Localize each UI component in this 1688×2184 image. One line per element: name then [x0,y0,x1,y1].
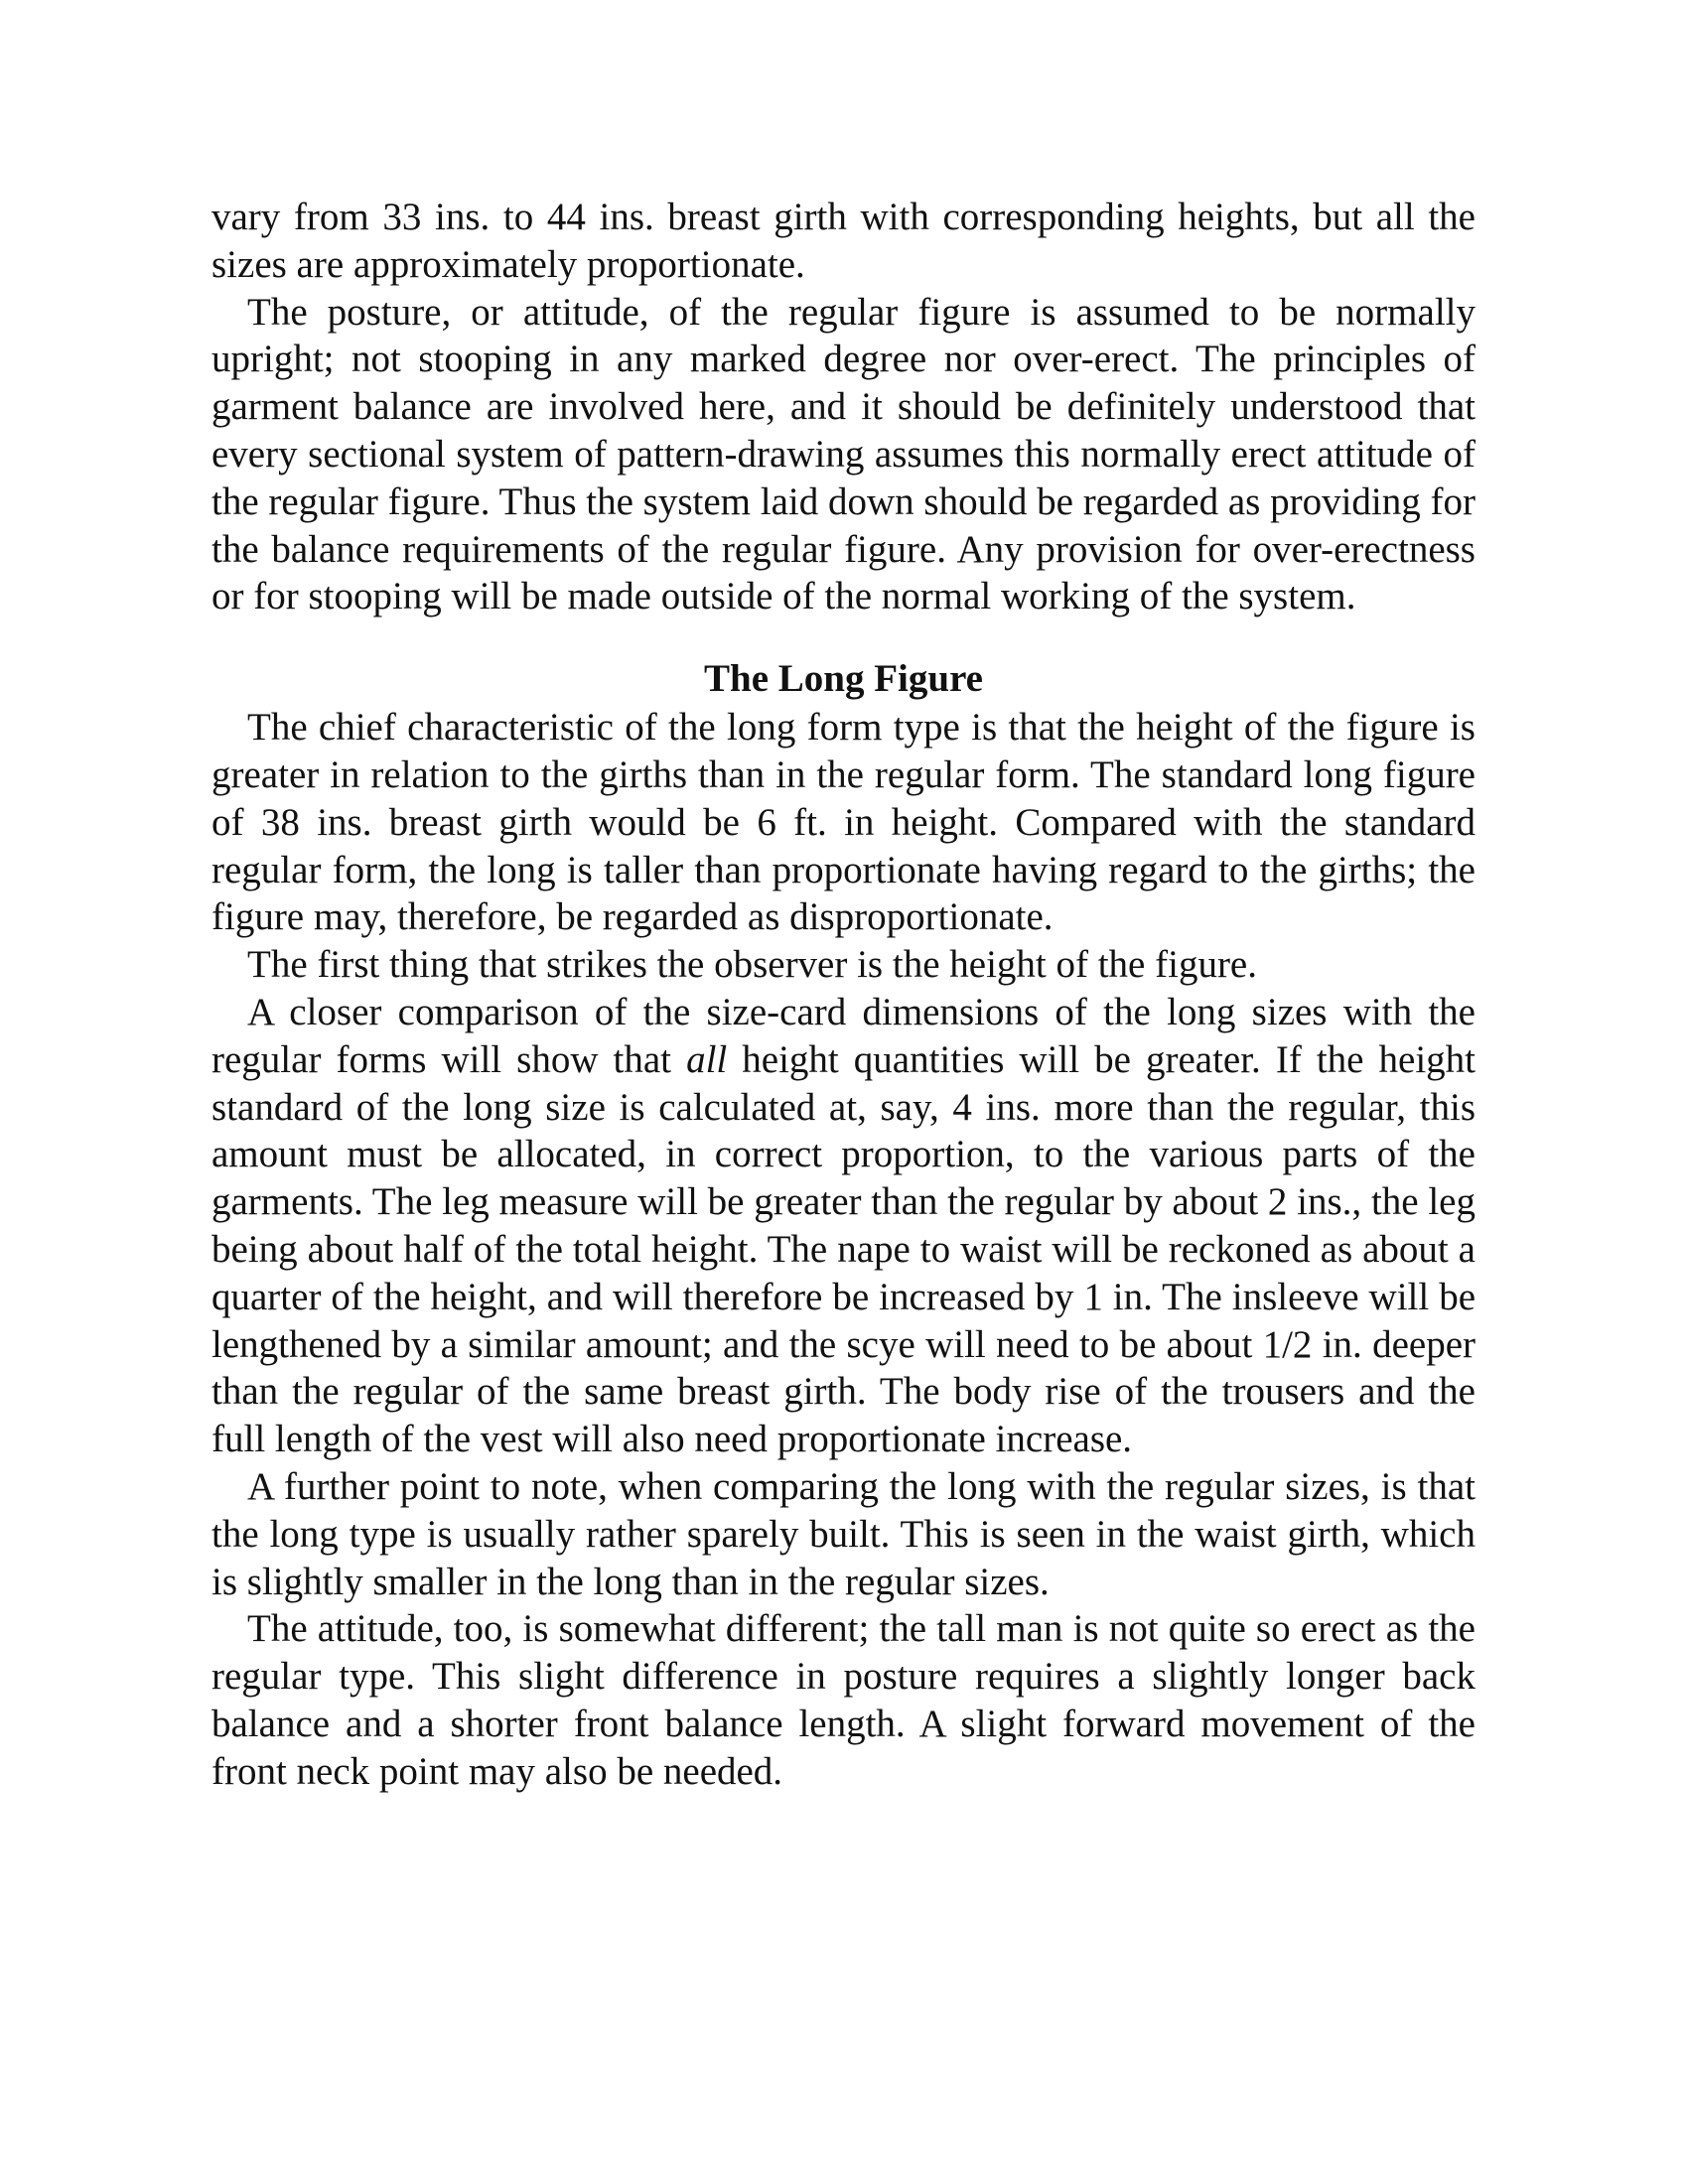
paragraph-long-characteristic: The chief characteristic of the long form type is that the height of the figure is greater in relation to the girths than in the regular form. The standard long figure of 38 ins. breast girth would be 6 ft. in height. Compared with the standard regular form, the long is taller than proportionate having regard to the girths; the figure may, therefore, be regarded as disproportionate. [211,706,1476,939]
paragraph-posture: The posture, or attitude, of the regular figure is assumed to be normally upright; not stooping in any marked degree nor over-erect. The principles of garment balance are involved here, and it should be definitely understood that every sectional system of pattern-drawing assumes this normally erect attitude of the regular figure. Thus the system laid down should be regarded as providing for the balance requirements of the regular figure. Any provision for over-erectness or for stooping will be made outside of the normal working of the system. [211,290,1476,618]
section-heading: The Long Figure [704,657,983,701]
paragraph-continued: vary from 33 ins. to 44 ins. breast girth with corresponding heights, but all the sizes are approximately proportionate. [211,196,1476,286]
paragraph-height-observation: The first thing that strikes the observer is the height of the figure. [247,943,1257,987]
page-body [211,194,1476,1796]
paragraph-attitude: The attitude, too, is somewhat different; the tall man is not quite so erect as the regular type. This slight difference in posture requires a slightly longer back balance and a shorter front balance length. A slight forward movement of the front neck point may also be needed. [211,1607,1476,1793]
paragraph-size-card-comparison [211,989,1476,1463]
emphasis-all: all [686,1037,728,1081]
paragraph-sparely-built: A further point to note, when comparing the long with the regular sizes, is that the long type is usually rather sparely built. This is seen in the waist girth, which is slightly smaller in the long than in the regular sizes. [211,1464,1476,1603]
paragraph-text-start: A closer comparison of the size-card dimensions of the long sizes with the regular forms will show that [211,990,1476,1081]
paragraph-text-rest: height quantities will be greater. If the height standard of the long size is calculated at, say, 4 ins. more than the regular, this amount must be allocated, in correct proportion, to the various parts of the garments. The leg measure will be greater than the regular by about 2 ins., the leg being about half of the total height. The nape to waist will be reckoned as about a quarter of the height, and will therefore be increased by 1 in. The insleeve will be lengthened by a similar amount; and the scye will need to be about 1/2 in. deeper than the regular of the same breast girth. The body rise of the trousers and the full length of the vest will also need proportionate increase. [211,1037,1476,1461]
